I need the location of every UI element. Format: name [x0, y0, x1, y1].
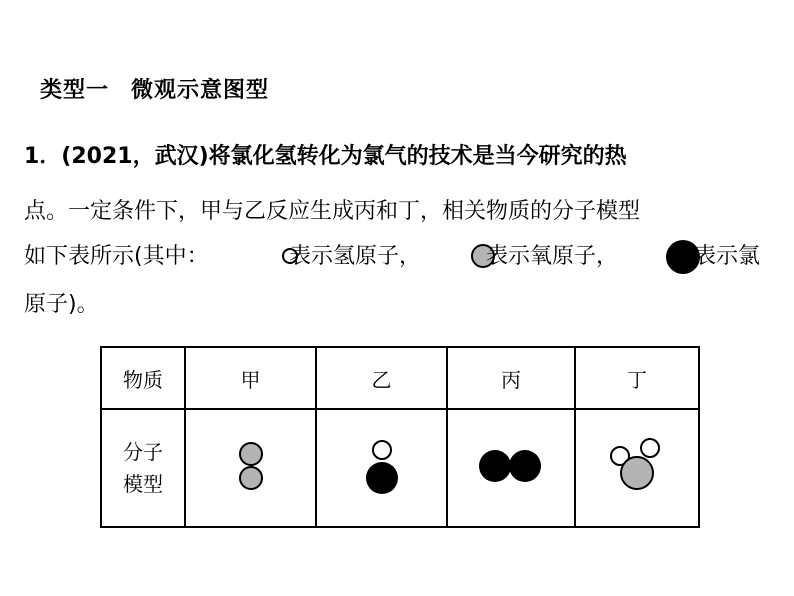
- legend-oxygen-label: 表示氧原子，: [486, 244, 619, 269]
- section-title: 微观示意图型: [131, 78, 270, 103]
- legend-chlorine-text: [694, 242, 760, 272]
- row-label-cell: [101, 409, 185, 527]
- legend-chlorine-label: 表示氯: [694, 244, 761, 269]
- molecule-model-table: [100, 346, 700, 528]
- row-label-line-1: 分子: [123, 440, 163, 464]
- molecule-bing-cell: [447, 409, 575, 527]
- table-model-row: [101, 409, 699, 527]
- row-label-line-2: 模型: [123, 472, 163, 496]
- question-text-1: 武汉)将氯化氢转化为氯气的技术是当今研究的热: [154, 144, 627, 169]
- question-text-4: 原子)。: [24, 292, 99, 317]
- question-text-3a: 如下表所示(其中：: [24, 244, 209, 269]
- column-header-yi: 乙: [316, 347, 447, 409]
- question-line-4: [24, 290, 99, 320]
- legend-oxygen-text: [486, 242, 618, 272]
- section-heading: [40, 73, 269, 104]
- question-text-2: 点。一定条件下，甲与乙反应生成丙和丁，相关物质的分子模型: [24, 199, 641, 224]
- molecule-jia-o2-icon: [221, 426, 281, 506]
- molecule-jia-cell: [185, 409, 316, 527]
- column-header-jia: 甲: [185, 347, 316, 409]
- molecule-bing-cl2-icon: [466, 426, 556, 506]
- column-header-ding: 丁: [575, 347, 699, 409]
- molecule-yi-hcl-icon: [352, 426, 412, 506]
- question-line-1: [24, 142, 627, 172]
- molecule-ding-h2o-icon: [602, 426, 672, 506]
- legend-hydrogen-text: [289, 242, 421, 272]
- legend-hydrogen-label: 表示氢原子，: [289, 244, 422, 269]
- question-line-2: [24, 197, 640, 227]
- molecule-yi-cell: [316, 409, 447, 527]
- question-number: 1．(2021，: [24, 144, 155, 169]
- section-label: 类型一: [40, 78, 110, 103]
- question-line-3: [24, 242, 209, 272]
- column-header-bing: 丙: [447, 347, 575, 409]
- table-header-row: [101, 347, 699, 409]
- header-label-cell: 物质: [101, 347, 185, 409]
- molecule-ding-cell: [575, 409, 699, 527]
